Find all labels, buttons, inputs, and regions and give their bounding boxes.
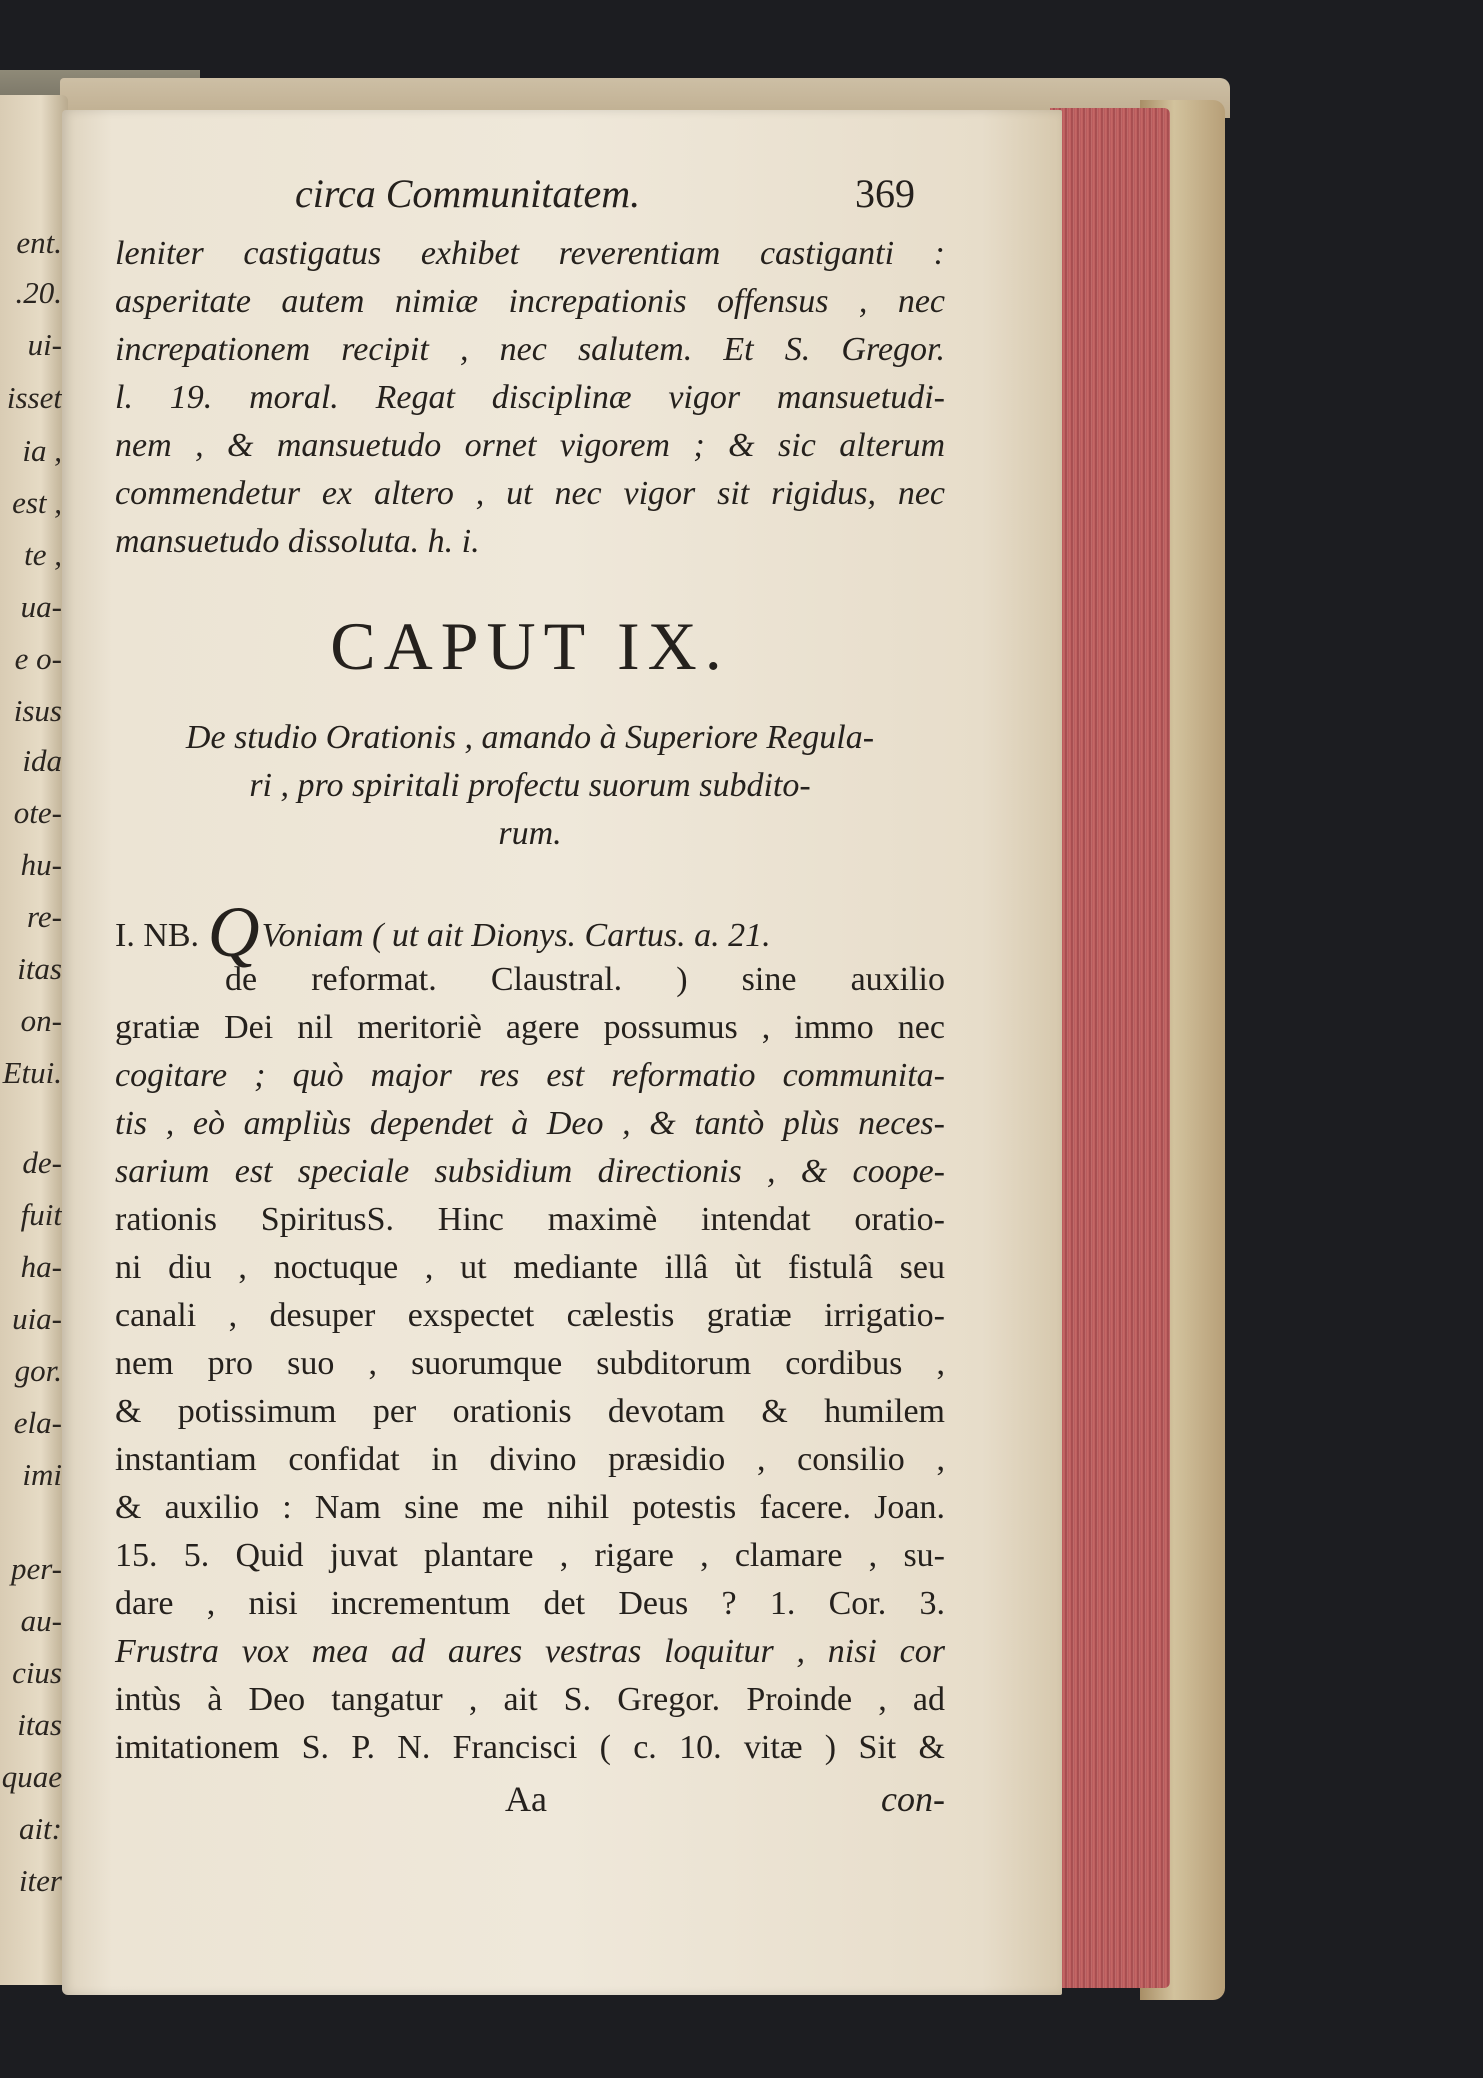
left-page-text-fragment: isus [13, 693, 62, 728]
signature-mark: Aa [505, 1779, 547, 1819]
text-line: leniter castigatus exhibet reverentiam castiganti : [115, 235, 945, 272]
top-paragraph [115, 230, 945, 566]
left-page-text-fragment: de- [22, 1145, 62, 1180]
left-page-text-fragment: isset [6, 380, 62, 415]
left-page-text-fragment: ua- [20, 589, 62, 624]
text-line: imitationem S. P. N. Francisci ( c. 10. vitæ ) Sit & [115, 1729, 945, 1766]
page-content [115, 170, 945, 1828]
text-line: ni diu , noctuque , ut mediante illâ ùt fistulâ seu [115, 1249, 945, 1286]
text-line: tis , eò ampliùs dependet à Deo , & tantò plùs neces- [115, 1105, 945, 1142]
text-line: de reformat. Claustral. ) sine auxilio [225, 961, 945, 998]
text-line: intùs à Deo tangatur , ait S. Gregor. Proinde , ad [115, 1681, 945, 1718]
running-header [115, 170, 945, 230]
subtitle-line: De studio Orationis , amando à Superiore Regula- [185, 719, 875, 756]
text-line: Voniam ( ut ait Dionys. Cartus. a. 21. [261, 917, 771, 954]
text-line: increpationem recipit , nec salutem. Et S. Gregor. [115, 331, 945, 368]
left-page-text-fragment: ela- [13, 1405, 62, 1440]
left-page-text-fragment: ia , [22, 433, 62, 468]
text-line: nem pro suo , suorumque subditorum cordibus , [115, 1345, 945, 1382]
left-page-text-fragment: itas [17, 951, 62, 986]
text-line: asperitate autem nimiæ increpationis offensus , nec [115, 283, 945, 320]
page-number: 369 [855, 171, 915, 216]
left-page-text-fragment: te , [24, 537, 62, 572]
text-line: commendetur ex altero , ut nec vigor sit rigidus, nec [115, 475, 945, 512]
left-page-text-fragment: per- [10, 1551, 62, 1586]
left-page-text-fragment: fuit [20, 1197, 62, 1232]
left-page-text-fragment: au- [20, 1603, 62, 1638]
left-page-text-fragment: est , [12, 485, 62, 520]
left-page-text-fragment: .20. [15, 275, 62, 310]
left-page-text-fragment: hu- [20, 847, 62, 882]
left-page-text-fragment: Etui. [2, 1055, 62, 1090]
subtitle-line: rum. [498, 815, 562, 852]
left-page-text-fragment: cius [12, 1655, 62, 1690]
left-page-text-fragment: gor. [14, 1353, 62, 1388]
left-page-text-fragment: on- [20, 1003, 62, 1038]
left-page-text-fragment: quae [1, 1759, 62, 1794]
left-page-text-fragment: re- [27, 899, 62, 934]
chapter-title: CAPUT IX. [330, 608, 730, 684]
page-edges [1050, 108, 1170, 1988]
running-title: circa Communitatem. [295, 171, 641, 216]
left-page-text-fragment: itas [17, 1707, 62, 1742]
text-line: & potissimum per orationis devotam & humilem [115, 1393, 945, 1430]
subtitle-line: ri , pro spiritali profectu suorum subdito- [249, 767, 811, 804]
left-page-text-fragment: ent. [16, 225, 62, 260]
text-line: mansuetudo dissoluta. h. i. [115, 523, 480, 560]
text-line: cogitare ; quò major res est reformatio communita- [115, 1057, 945, 1094]
left-page-text-fragment: ha- [20, 1249, 62, 1284]
text-line: l. 19. moral. Regat disciplinæ vigor mansuetudi- [115, 379, 945, 416]
text-line: sarium est speciale subsidium directionis , & coope- [115, 1153, 945, 1190]
chapter-subtitle [115, 714, 945, 858]
left-page-text-fragment: ait: [18, 1811, 62, 1846]
page-footer [115, 1778, 945, 1828]
text-line: nem , & mansuetudo ornet vigorem ; & sic alterum [115, 427, 945, 464]
left-page-text-fragment: uia- [12, 1301, 62, 1336]
left-page-text-fragment: ida [22, 743, 62, 778]
left-page-fragment [0, 95, 68, 1985]
left-page-text-fragment: e o- [14, 641, 62, 676]
text-line-first [115, 892, 945, 972]
text-line: instantiam confidat in divino præsidio , consilio , [115, 1441, 945, 1478]
left-page-text-fragment: iter [18, 1863, 62, 1898]
text-line: canali , desuper exspectet cælestis gratiæ irrigatio- [115, 1297, 945, 1334]
left-page-text-fragment: imi [22, 1457, 62, 1492]
left-page-text-fragment: ui- [27, 327, 62, 362]
paragraph-number: I. NB. [115, 917, 200, 954]
text-line: gratiæ Dei nil meritoriè agere possumus , immo nec [115, 1009, 945, 1046]
drop-cap: Q [207, 892, 260, 972]
text-line: 15. 5. Quid juvat plantare , rigare , clamare , su- [115, 1537, 945, 1574]
text-line: dare , nisi incrementum det Deus ? 1. Cor. 3. [115, 1585, 945, 1622]
text-line: rationis SpiritusS. Hinc maximè intendat oratio- [115, 1201, 945, 1238]
left-page-text-fragment: ote- [13, 795, 62, 830]
body-paragraph [115, 892, 945, 1772]
catchword: con- [881, 1779, 945, 1819]
text-line: Frustra vox mea ad aures vestras loquitur , nisi cor [115, 1633, 945, 1670]
text-line: & auxilio : Nam sine me nihil potestis facere. Joan. [115, 1489, 945, 1526]
